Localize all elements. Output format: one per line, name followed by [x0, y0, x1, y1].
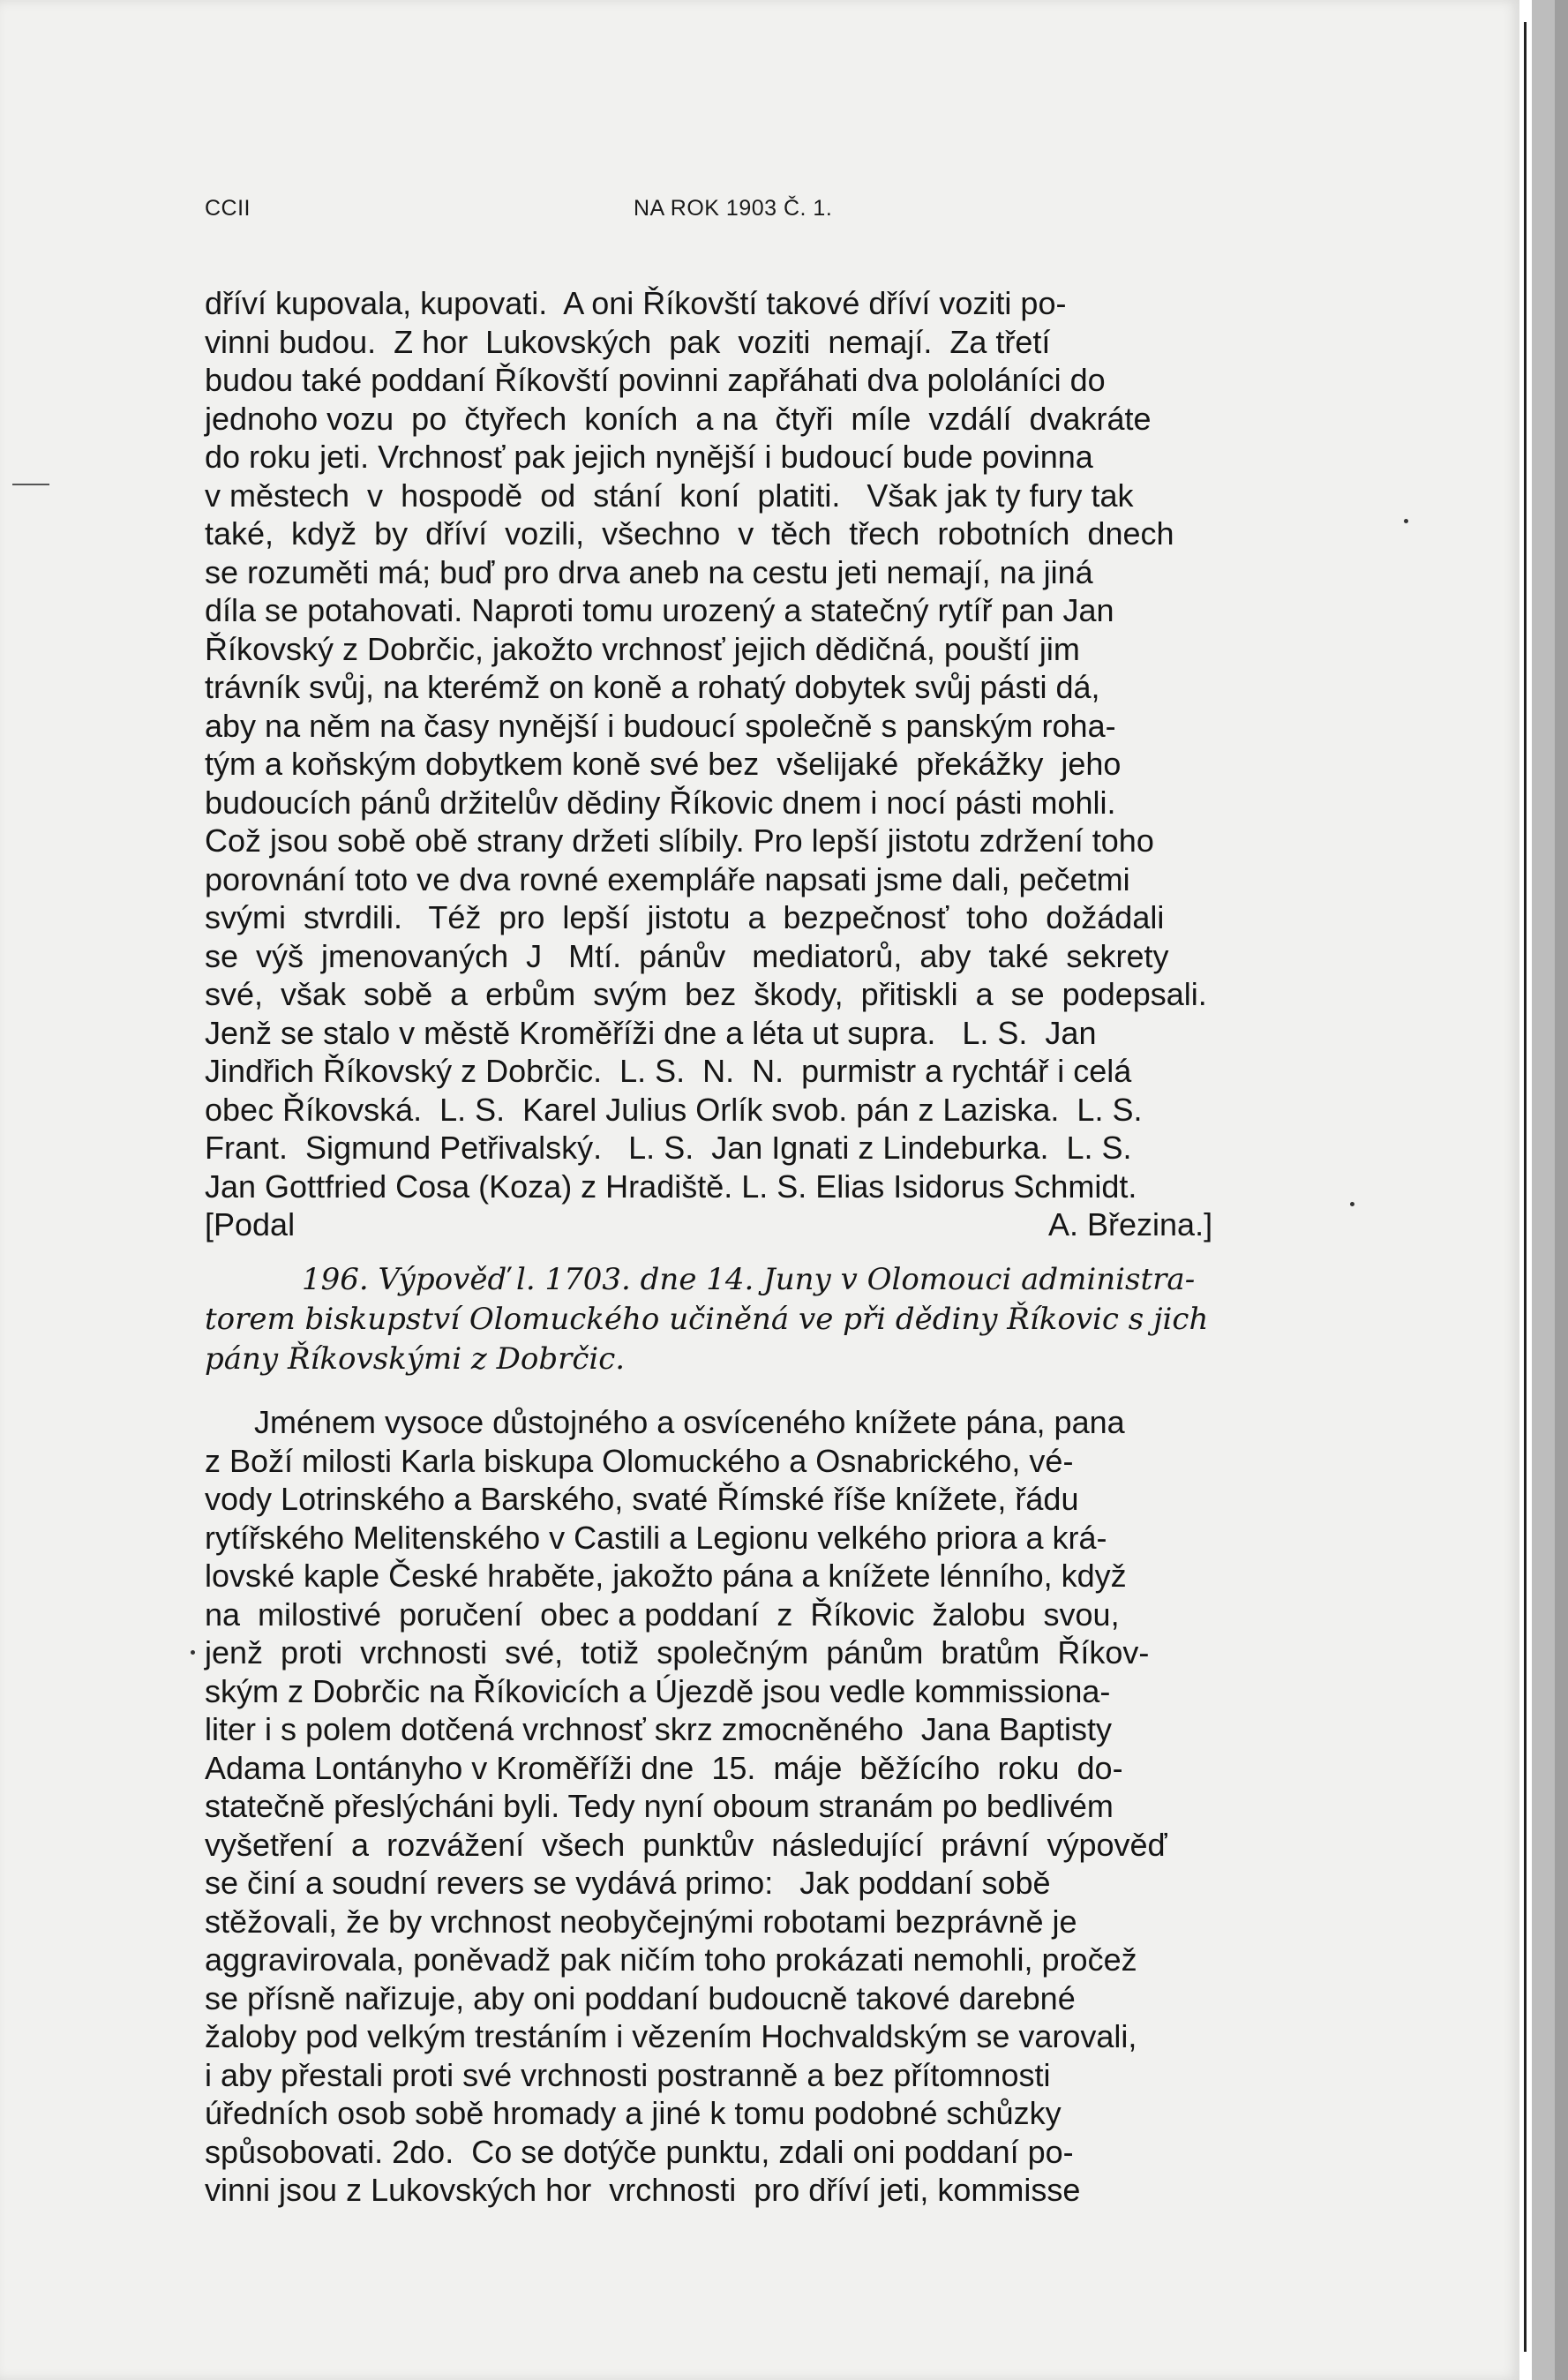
document-196-heading: [205, 1260, 1325, 1379]
text-line: Říkovský z Dobrčic, jakožto vrchnosť jejich dědičná, pouští jim: [205, 630, 1080, 667]
text-line: rytířského Melitenského v Castili a Legionu velkého priora a krá-: [205, 1519, 1107, 1556]
submitted-by-label: [Podal: [205, 1206, 296, 1243]
text-line: Jindřich Říkovský z Dobrčic. L. S. N. N. purmistr a rychtář i celá: [205, 1053, 1132, 1089]
gutter-edge-line: [1524, 22, 1527, 2352]
text-line: dříví kupovala, kupovati. A oni Říkovští takové dříví voziti po-: [205, 285, 1067, 321]
text-line: stěžovali, že by vrchnost neobyčejnými robotami bezprávně je: [205, 1903, 1077, 1940]
text-line: Jenž se stalo v městě Kroměříži dne a léta ut supra. L. S. Jan: [205, 1014, 1097, 1051]
text-line: z Boží milosti Karla biskupa Olomuckého a Osnabrického, vé-: [205, 1442, 1074, 1479]
text-line: statečně přeslýcháni byli. Tedy nyní oboum stranám po bedlivém: [205, 1788, 1114, 1824]
text-line: spůsobovati. 2do. Co se dotýče punktu, zdali oni poddaní po-: [205, 2133, 1074, 2170]
text-line: obec Říkovská. L. S. Karel Julius Orlík svob. pán z Laziska. L. S.: [205, 1091, 1143, 1128]
margin-dot: [1350, 1202, 1354, 1206]
text-line: trávník svůj, na kterémž on koně a rohatý dobytek svůj pásti dá,: [205, 669, 1100, 705]
submitted-by-line: [205, 1205, 1318, 1244]
text-line: budoucích pánů držitelův dědiny Říkovic dnem i nocí pásti mohli.: [205, 784, 1116, 821]
text-line: aby na něm na časy nynější i budoucí společně s panským roha-: [205, 707, 1116, 744]
text-line: vinni jsou z Lukovských hor vrchnosti pro dříví jeti, kommisse: [205, 2172, 1081, 2208]
text-line: na milostivé poručení obec a poddaní z Říkovic žalobu svou,: [205, 1595, 1120, 1633]
text-line: se rozuměti má; buď pro drva aneb na cestu jeti nemají, na jiná: [205, 553, 1093, 590]
paragraph-continued: [205, 284, 1318, 1244]
running-head: [205, 196, 1325, 231]
text-line: vody Lotrinského a Barského, svaté Římské říše knížete, řádu: [205, 1481, 1079, 1517]
text-line: liter i s polem dotčená vrchnosť skrz zmocněného Jana Baptisty: [205, 1711, 1112, 1747]
text-line: vyšetření a rozvážení všech punktův následující právní výpověď: [205, 1826, 1167, 1863]
text-line: Adama Lontányho v Kroměříži dne 15. máje běžícího roku do-: [205, 1749, 1123, 1786]
text-line: se přísně nařizuje, aby oni poddaní budoucně takové darebné: [205, 1979, 1076, 2016]
heading-line: 196. Výpověď l. 1703. dne 14. Juny v Olomouci administra-: [302, 1262, 1196, 1297]
text-line: Jan Gottfried Cosa (Koza) z Hradiště. L. S. Elias Isidorus Schmidt.: [205, 1167, 1137, 1205]
text-line: tým a koňským dobytkem koně své bez všelijaké překážky jeho: [205, 746, 1122, 782]
text-line: Což jsou sobě obě strany držeti slíbily. Pro lepší jistotu zdržení toho: [205, 822, 1154, 859]
heading-line: torem biskupství Olomuckého učiněná ve při dědiny Říkovic s jich: [205, 1302, 1209, 1337]
margin-mark: [12, 484, 49, 485]
text-line: se činí a soudní revers se vydává primo: Jak poddaní sobě: [205, 1865, 1051, 1901]
text-line: vinni budou. Z hor Lukovských pak voziti nemají. Za třetí: [205, 323, 1051, 360]
text-line: žaloby pod velkým trestáním i vězením Hochvaldským se varovali,: [205, 2018, 1137, 2054]
text-line: do roku jeti. Vrchnosť pak jejich nynější i budoucí bude povinna: [205, 439, 1093, 475]
text-line: úředních osob sobě hromady a jiné k tomu podobné schůzky: [205, 2095, 1062, 2131]
text-line: jenž proti vrchnosti své, totiž společným pánům bratům Říkov-: [205, 1634, 1150, 1671]
text-line: se výš jmenovaných J Mtí. pánův mediatorů, aby také sekrety: [205, 937, 1169, 974]
text-line: své, však sobě a erbům svým bez škody, přitiskli a se podepsali.: [205, 976, 1207, 1012]
page-folio: CCII: [205, 196, 251, 221]
text-line: jednoho vozu po čtyřech koních a na čtyři míle vzdálí dvakráte: [205, 400, 1152, 437]
text-line: Jménem vysoce důstojného a osvíceného knížete pána, pana: [254, 1404, 1125, 1440]
heading-line: pány Říkovskými z Dobrčic.: [205, 1341, 626, 1377]
text-line: díla se potahovati. Naproti tomu urozený a statečný rytíř pan Jan: [205, 592, 1114, 628]
text-line: lovské kaple České hraběte, jakožto pána a knížete lénního, když: [205, 1558, 1127, 1594]
text-line: aggravirovala, poněvadž pak ničím toho prokázati nemohli, pročež: [205, 1941, 1137, 1978]
text-line: ským z Dobrčic na Říkovicích a Újezdě jsou vedle kommissiona-: [205, 1672, 1111, 1709]
text-line: svými stvrdili. Též pro lepší jistotu a bezpečnosť toho dožádali: [205, 899, 1165, 935]
submitter-name: A. Březina.]: [1048, 1206, 1213, 1243]
text-line: Frant. Sigmund Petřivalský. L. S. Jan Ignati z Lindeburka. L. S.: [205, 1130, 1132, 1166]
text-line: budou také poddaní Říkovští povinni zapřáhati dva pololáníci do: [205, 362, 1106, 398]
margin-dot: [1404, 519, 1408, 523]
text-line: v městech v hospodě od stání koní platiti. Však jak ty fury tak: [205, 477, 1134, 514]
margin-dot: [191, 1650, 195, 1655]
text-line: i aby přestali proti své vrchnosti postranně a bez přítomnosti: [205, 2056, 1051, 2093]
book-gutter: [1519, 0, 1568, 2380]
text-line: také, když by dříví vozili, všechno v těch třech robotních dnech: [205, 515, 1174, 552]
paragraph-document-196: [205, 1403, 1318, 2210]
running-title: NA ROK 1903 Č. 1.: [634, 196, 833, 221]
text-line: porovnání toto ve dva rovné exempláře napsati jsme dali, pečetmi: [205, 860, 1130, 897]
